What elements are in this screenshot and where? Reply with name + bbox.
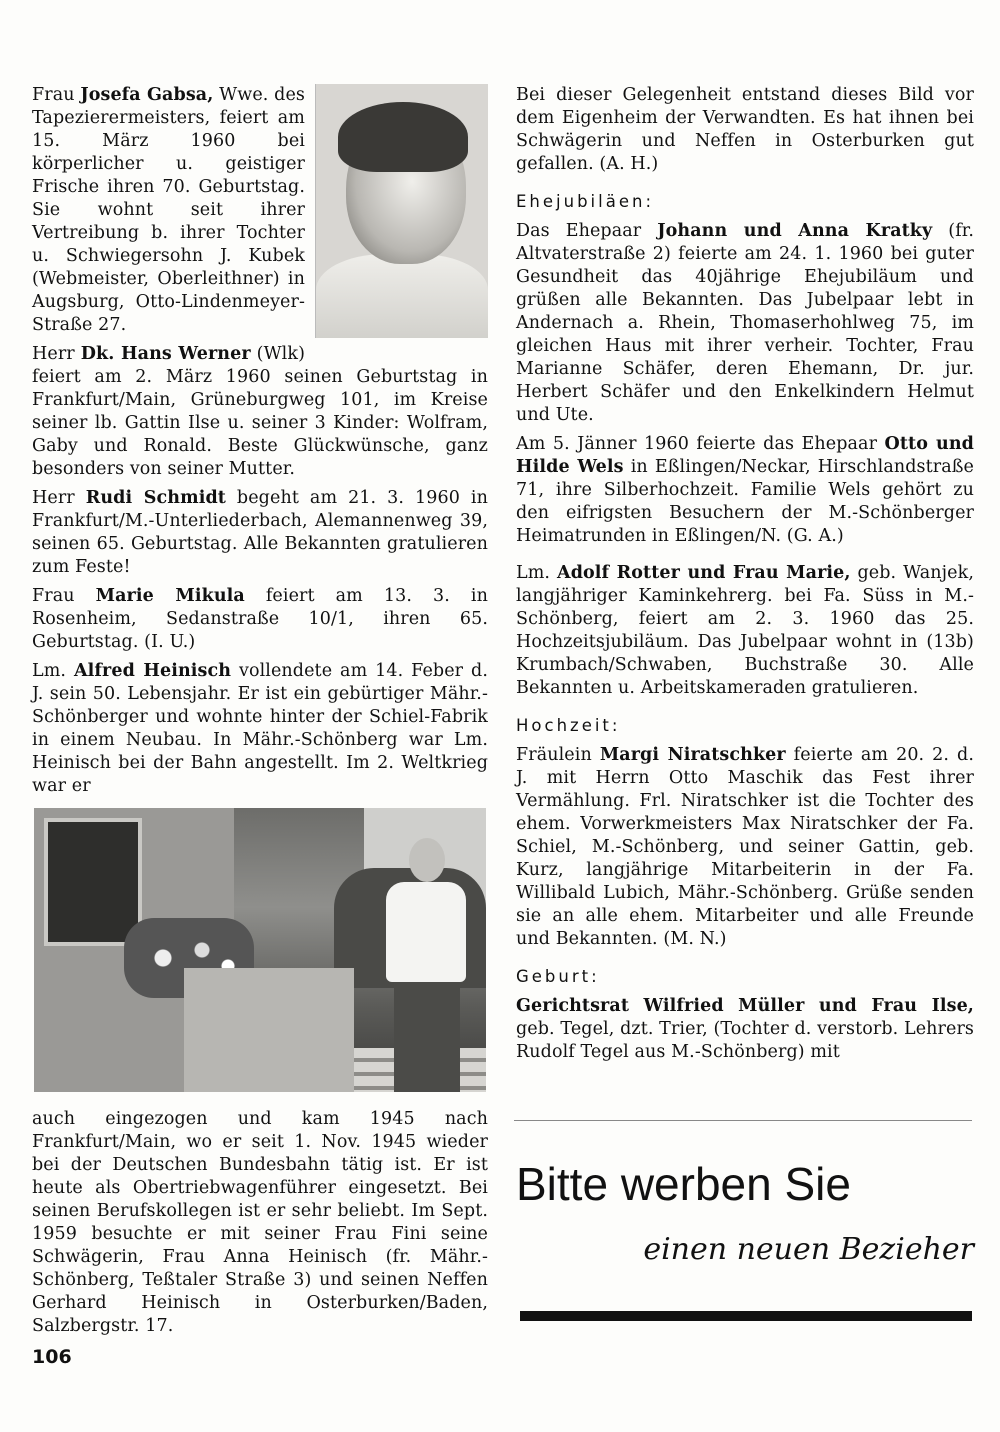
notice-margi-niratschker <box>516 744 974 951</box>
person-name: Rudi Schmidt <box>85 488 226 508</box>
photo-detail <box>44 818 142 946</box>
right-column <box>516 84 974 1064</box>
text: geb. Tegel, dzt. Trier, (Tochter d. verstorb. Lehrers Rudolf Tegel aus M.-Schönberg) mit <box>516 1019 974 1062</box>
left-column-bottom <box>32 1108 488 1338</box>
notice-adolf-rotter <box>516 562 974 700</box>
section-heading-hochzeit <box>516 714 974 738</box>
person-name: Marie Mikula <box>95 586 245 606</box>
text: Frau <box>32 586 96 606</box>
section-heading-geburt <box>516 965 974 989</box>
notice-hans-werner <box>32 343 488 481</box>
text: feiert am 13. 3. in Rosenheim, Sedanstraße 10/1, ihren 65. Geburtstag. (I. U.) <box>32 586 488 652</box>
text: Herr <box>32 344 81 364</box>
section-heading-ehejubilaeen <box>516 190 974 214</box>
ad-bar <box>520 1311 972 1321</box>
person-name: Margi Niratschker <box>599 745 786 765</box>
photo-detail <box>338 102 468 172</box>
text: vollendete am 14. Feber d. J. sein 50. Lebensjahr. Er ist ein gebürtiger Mähr.-Schönberger und wohnte hinter der Schiel-Fabrik in einem Neubau. In Mähr.-Schönberg war Lm. Heinisch bei der Bahn angestellt. Im 2. Weltkrieg war er <box>32 661 488 796</box>
person-name: Alfred Heinisch <box>73 661 232 681</box>
notice-johann-anna-kratky <box>516 220 974 427</box>
photo-detail <box>386 882 466 982</box>
text: Wwe. des Tapezierermeisters, feiert am 15. März 1960 bei körperlicher u. geistiger Frische ihren 70. Geburtstag. Sie wohnt seit ihrer Vertreibung b. ihrer Tochter u. Schwiegersohn J. Kubek (Webmeister, Oberleithner) in Augsburg, Otto-Lindenmeyer-Straße 27. <box>32 85 305 335</box>
divider-line <box>514 1120 972 1121</box>
photo-alfred-heinisch <box>34 808 486 1092</box>
notice-wilfried-mueller <box>516 995 974 1064</box>
text: Am 5. Jänner 1960 feierte das Ehepaar <box>516 434 885 454</box>
photo-caption-text: Bei dieser Gelegenheit entstand dieses Bild vor dem Eigenheim der Verwandten. Es hat ihnen bei Schwägerin und Neffen in Osterburken gut gefallen. (A. H.) <box>516 85 974 174</box>
heading-text: Geburt: <box>516 967 600 986</box>
notice-otto-hilde-wels <box>516 433 974 548</box>
notice-alfred-heinisch-continued: auch eingezogen und kam 1945 nach Frankfurt/Main, wo er seit 1. Nov. 1945 wieder bei der Deutschen Bundesbahn tätig ist. Er ist heute als Obertriebwagenführer eingesetzt. Bei seinen Berufskollegen ist er sehr beliebt. Im Sept. 1959 besuchte er mit seiner Frau Fini seine Schwägerin, Frau Anna Heinisch (fr. Mähr.-Schönberg, Teßtaler Straße 3) und seinen Neffen Gerhard Heinisch in Osterburken/Baden, Salzbergstr. 17. <box>32 1109 488 1336</box>
ad-title: Bitte werben Sie <box>516 1158 851 1210</box>
notice-alfred-heinisch <box>32 660 488 798</box>
heading-text: Ehejubiläen: <box>516 192 654 211</box>
person-name: Johann und Anna Kratky <box>657 221 933 241</box>
text: Das Ehepaar <box>516 221 658 241</box>
page-number: 106 <box>32 1346 72 1368</box>
text: Fräulein <box>516 745 600 765</box>
person-name: Josefa Gabsa, <box>80 85 214 105</box>
person-name: Gerichtsrat Wilfried Müller und Frau Ilse, <box>516 996 974 1016</box>
ad-subtitle: einen neuen Bezieher <box>643 1232 974 1267</box>
text: (Wlk) feiert am 2. März 1960 seinen Geburtstag in Frankfurt/Main, Grüneburgweg 101, im Kreise seiner lb. Gattin Ilse u. seiner 3 Kinder: Wolfram, Gaby und Ronald. Beste Glückwünsche, ganz besonders von seiner Mutter. <box>32 344 488 479</box>
portrait-photo-josefa-gabsa <box>315 84 488 338</box>
text: (fr. Altvaterstraße 2) feierte am 24. 1. 1960 bei guter Gesundheit das 40jährige Ehejubiläum und grüßen alle Bekannten. Das Jubelpaar lebt in Andernach a. Rhein, Thomaserhohlweg 75, im gleichen Haus mit ihrer verheir. Tochter, Frau Marianne Schäfer, deren Ehemann, Dr. jur. Herbert Schäfer und den Enkelkindern Helmut und Ute. <box>516 221 974 425</box>
person-name: Dk. Hans Werner <box>80 344 251 364</box>
text: Lm. <box>32 661 74 681</box>
text: feierte am 20. 2. d. J. mit Herrn Otto Maschik das Fest ihrer Vermählung. Frl. Niratschker ist die Tochter des ehem. Vorwerkmeisters Max Niratschker der Fa. Schiel, M.-Schönberg, und seiner Gattin, geb. Kurz, langjährige Mitarbeiterin in der Fa. Willibald Lubich, Mähr.-Schönberg. Grüße senden sie an alle ehem. Mitarbeiter und alle Freunde und Bekannten. (M. N.) <box>516 745 975 949</box>
text: Lm. <box>516 563 558 583</box>
person-name: Otto und Hilde Wels <box>516 434 974 477</box>
text: begeht am 21. 3. 1960 in Frankfurt/M.-Unterliederbach, Alemannenweg 39, seinen 65. Geburtstag. Alle Bekannten gratulieren zum Feste! <box>32 488 488 577</box>
text: Herr <box>32 488 86 508</box>
notice-marie-mikula <box>32 585 488 654</box>
heading-text: Hochzeit: <box>516 716 621 735</box>
text: geb. Wanjek, langjähriger Kaminkehrerg. bei Fa. Süss in M.-Schönberg, feiert am 2. 3. 1960 das 25. Hochzeitsjubiläum. Das Jubelpaar wohnt in (13b) Krumbach/Schwaben, Buchstraße 30. Alle Bekannten u. Arbeitskameraden gratulieren. <box>516 563 974 698</box>
notice-rudi-schmidt <box>32 487 488 579</box>
photo-detail <box>184 968 354 1092</box>
person-name: Adolf Rotter und Frau Marie, <box>557 563 851 583</box>
photo-detail <box>394 976 460 1092</box>
photo-detail <box>316 254 488 338</box>
text: Frau <box>32 85 81 105</box>
photo-detail <box>409 838 445 882</box>
text: in Eßlingen/Neckar, Hirschlandstraße 71, ihre Silberhochzeit. Familie Wels gehört zu den eifrigsten Besuchern der M.-Schönberger Heimatrunden in Eßlingen/N. (G. A.) <box>516 457 975 546</box>
left-column-top <box>32 84 488 798</box>
